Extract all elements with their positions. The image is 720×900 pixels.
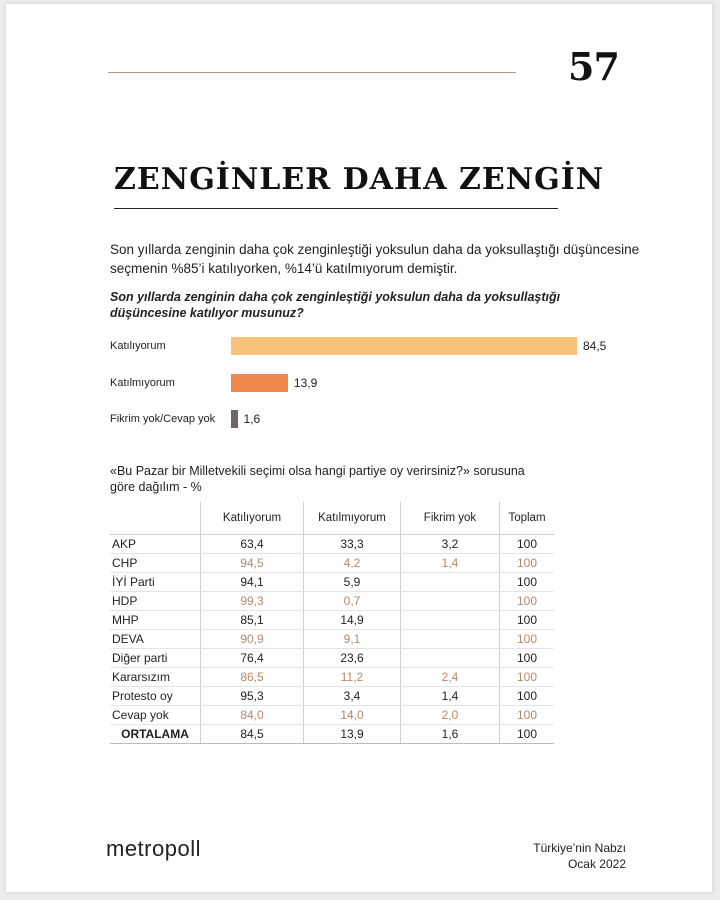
table-cell: AKP — [110, 535, 201, 554]
table-row — [110, 649, 554, 668]
bar-label: Katılmıyorum — [110, 377, 175, 389]
table-row — [110, 592, 554, 611]
footer-publication: Türkiye’nin Nabzı — [533, 841, 626, 855]
bar-label: Katılıyorum — [110, 340, 166, 352]
bar-value-label: 84,5 — [583, 339, 607, 353]
table-cell: ORTALAMA — [110, 725, 201, 744]
table-cell: 1,4 — [401, 554, 500, 573]
metropoll-logo: metropoll — [106, 836, 201, 861]
page-number: 57 — [568, 44, 619, 89]
bar — [231, 410, 238, 428]
bar-label: Fikrim yok/Cevap yok — [110, 413, 216, 425]
table-cell — [401, 573, 500, 592]
table-header-cell: Fikrim yok — [401, 502, 500, 535]
table-cell: 3,2 — [401, 535, 500, 554]
table-cell: Kararsızım — [110, 668, 201, 687]
table-cell: DEVA — [110, 630, 201, 649]
table-cell: 94,1 — [201, 573, 304, 592]
table-cell: 85,1 — [201, 611, 304, 630]
bar-value-label: 1,6 — [243, 412, 261, 426]
title-underline — [114, 208, 558, 209]
table-cell: 100 — [500, 706, 555, 725]
table-cell: 33,3 — [304, 535, 401, 554]
footer-date: Ocak 2022 — [567, 857, 626, 871]
table-row — [110, 573, 554, 592]
chart-question: Son yıllarda zenginin daha çok zenginleştiği yoksulun daha da yoksullaştığı düşüncesine katılıyor musunuz? — [110, 290, 561, 320]
table-header-cell: Katılmıyorum — [304, 502, 401, 535]
table-cell: 100 — [500, 687, 555, 706]
table-cell: 5,9 — [304, 573, 401, 592]
table-row — [110, 554, 554, 573]
table-cell: 100 — [500, 668, 555, 687]
table-cell: 23,6 — [304, 649, 401, 668]
table-row — [110, 630, 554, 649]
table-cell: 11,2 — [304, 668, 401, 687]
table-row — [110, 611, 554, 630]
table-row — [110, 706, 554, 725]
table-cell: 1,6 — [401, 725, 500, 744]
table-header-cell — [110, 502, 201, 535]
table-cell: 9,1 — [304, 630, 401, 649]
table-body — [110, 535, 554, 744]
top-rule — [108, 72, 516, 73]
table-cell — [401, 592, 500, 611]
table-cell — [401, 611, 500, 630]
report-page — [6, 4, 712, 892]
table-cell: 14,9 — [304, 611, 401, 630]
table-cell: 2,0 — [401, 706, 500, 725]
table-caption: «Bu Pazar bir Milletvekili seçimi olsa hangi partiye oy verirsiniz?» sorusuna göre dağılım - % — [110, 464, 525, 494]
table-cell: İYİ Parti — [110, 573, 201, 592]
table-cell: 90,9 — [201, 630, 304, 649]
table-cell: 100 — [500, 573, 555, 592]
table-cell: 100 — [500, 649, 555, 668]
table-cell: CHP — [110, 554, 201, 573]
footer-info — [486, 840, 626, 872]
table-cell: 0,7 — [304, 592, 401, 611]
table-cell: 100 — [500, 630, 555, 649]
table-cell: 94,5 — [201, 554, 304, 573]
table-cell: MHP — [110, 611, 201, 630]
table-cell: 63,4 — [201, 535, 304, 554]
table-average-row — [110, 725, 554, 744]
table-cell: HDP — [110, 592, 201, 611]
page-title: ZENGİNLER DAHA ZENGİN — [114, 162, 605, 197]
table-cell: 84,5 — [201, 725, 304, 744]
table-row — [110, 687, 554, 706]
table-cell: 1,4 — [401, 687, 500, 706]
table-cell: 95,3 — [201, 687, 304, 706]
table-header-cell: Toplam — [500, 502, 555, 535]
table-cell: 84,0 — [201, 706, 304, 725]
table-cell: 100 — [500, 725, 555, 744]
summary-text: Son yıllarda zenginin daha çok zenginleştiği yoksulun daha da yoksullaştığı düşüncesine seçmenin %85’i katılıyorken, %14’ü katılmıyorum demiştir. — [110, 242, 640, 276]
table-cell: 100 — [500, 554, 555, 573]
table-cell — [401, 630, 500, 649]
table-cell: 86,5 — [201, 668, 304, 687]
table-cell: 76,4 — [201, 649, 304, 668]
table-cell: 14,0 — [304, 706, 401, 725]
table-cell: Protesto oy — [110, 687, 201, 706]
table-cell: 4,2 — [304, 554, 401, 573]
bar-value-label: 13,9 — [293, 376, 318, 390]
bar — [231, 374, 288, 392]
table-row — [110, 668, 554, 687]
table-cell: 100 — [500, 535, 555, 554]
table-cell: 3,4 — [304, 687, 401, 706]
table-cell: Cevap yok — [110, 706, 201, 725]
table-cell: 2,4 — [401, 668, 500, 687]
table-row — [110, 535, 554, 554]
table-cell — [401, 649, 500, 668]
table-header-row — [110, 502, 554, 535]
bar — [231, 337, 577, 355]
table-cell: 13,9 — [304, 725, 401, 744]
table-cell: Diğer parti — [110, 649, 201, 668]
results-table — [110, 502, 554, 744]
table-header-cell: Katılıyorum — [201, 502, 304, 535]
table-cell: 100 — [500, 611, 555, 630]
table-cell: 99,3 — [201, 592, 304, 611]
table-cell: 100 — [500, 592, 555, 611]
